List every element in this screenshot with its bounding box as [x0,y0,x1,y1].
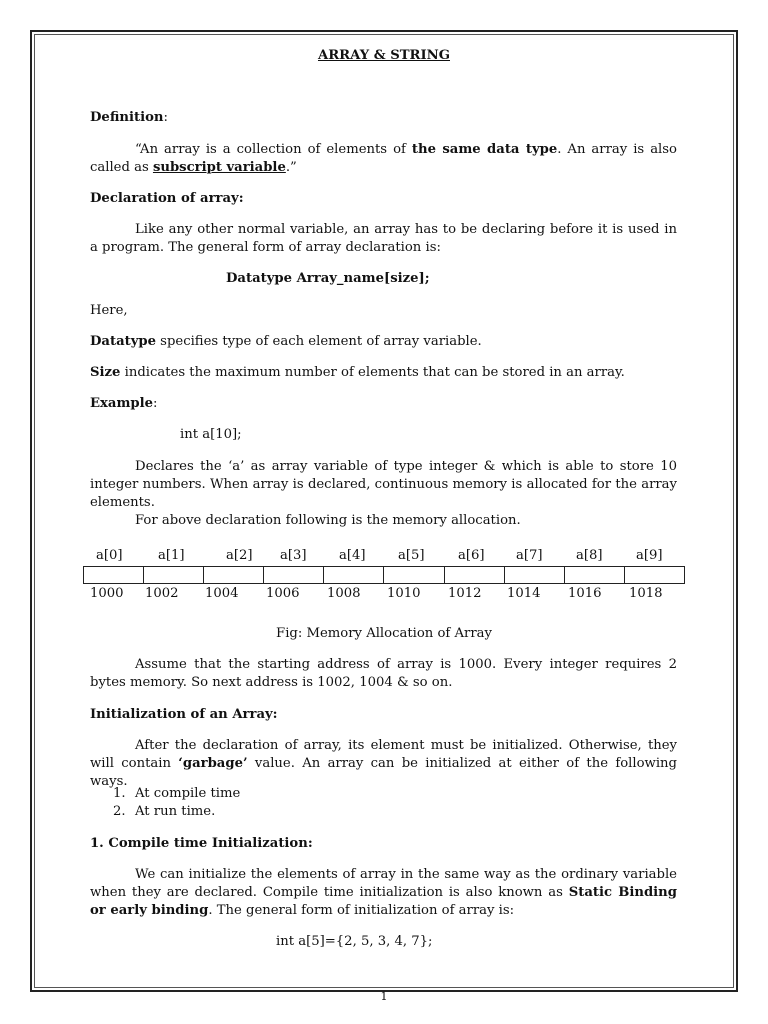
memory-cell [625,567,684,583]
memory-label: a[9] [636,548,663,563]
compile-time-code: int a[5]={2, 5, 3, 4, 7}; [276,934,433,949]
memory-label: a[8] [576,548,603,563]
example-paragraph: Declares the ‘a’ as array variable of type integer & which is able to store 10 integer numbers. When array is declared, continuous memory is allocated for the array elements. [90,459,677,510]
size-description: Size indicates the maximum number of elements that can be stored in an array. [90,365,625,380]
example-heading: Example: [90,396,158,411]
definition-paragraph: “An array is a collection of elements of the same data type. An array is also called as subscript variable.” [90,142,677,175]
memory-address: 1018 [629,586,663,601]
memory-label: a[3] [280,548,307,563]
memory-address: 1004 [205,586,239,601]
memory-cell [565,567,625,583]
list-item: At run time. [135,804,216,819]
declaration-syntax: Datatype Array_name[size]; [226,271,430,286]
list-number: 1. [113,786,126,801]
memory-address: 1010 [387,586,421,601]
memory-intro: For above declaration following is the memory allocation. [135,513,521,528]
list-number: 2. [113,804,126,819]
page-title: ARRAY & STRING [317,48,450,63]
initialization-heading: Initialization of an Array: [90,707,278,722]
memory-label: a[7] [516,548,543,563]
memory-address: 1008 [327,586,361,601]
compile-time-heading: 1. Compile time Initialization: [90,836,313,851]
memory-cell [505,567,565,583]
definition-heading: Definition: [90,110,168,125]
memory-address: 1012 [448,586,482,601]
example-code: int a[10]; [180,427,242,442]
here-label: Here, [90,303,128,318]
compile-time-paragraph: We can initialize the elements of array in the same way as the ordinary variable when they are declared. Compile time initialization is also known as Static Binding or early binding. The general form of initialization of array is: [90,867,677,918]
memory-address: 1000 [90,586,124,601]
memory-address: 1016 [568,586,602,601]
memory-address: 1006 [266,586,300,601]
initialization-paragraph: After the declaration of array, its element must be initialized. Otherwise, they will contain ‘garbage’ value. An array can be initialized at either of the following ways. [90,738,677,789]
memory-address: 1002 [145,586,179,601]
memory-label: a[4] [339,548,366,563]
memory-label: a[0] [96,548,123,563]
declaration-heading: Declaration of array: [90,191,244,206]
list-item: At compile time [135,786,241,801]
memory-label: a[2] [226,548,253,563]
memory-explanation: Assume that the starting address of array is 1000. Every integer requires 2 bytes memory. So next address is 1002, 1004 & so on. [90,657,677,690]
memory-cell [384,567,444,583]
datatype-description: Datatype specifies type of each element of array variable. [90,334,482,349]
memory-cell [84,567,144,583]
memory-label: a[1] [158,548,185,563]
memory-label: a[6] [458,548,485,563]
page-number: 1 [380,990,388,1003]
memory-address: 1014 [507,586,541,601]
memory-cell [264,567,324,583]
memory-cells [83,566,685,584]
memory-cell [144,567,204,583]
memory-cell [324,567,384,583]
declaration-paragraph: Like any other normal variable, an array has to be declaring before it is used in a program. The general form of array declaration is: [90,222,677,255]
memory-label: a[5] [398,548,425,563]
memory-cell [204,567,264,583]
figure-caption: Fig: Memory Allocation of Array [276,626,492,641]
memory-cell [445,567,505,583]
